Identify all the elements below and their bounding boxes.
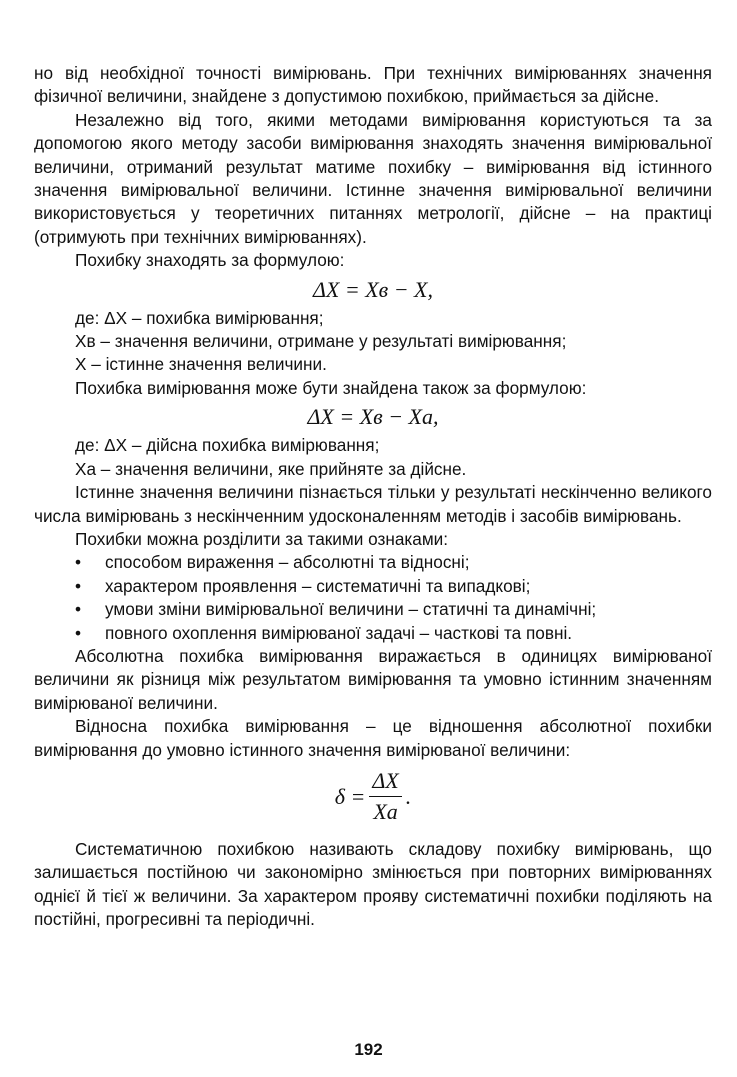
fraction [368, 768, 402, 825]
formula-tail: . [405, 784, 412, 810]
fraction-numerator: ΔX [372, 768, 399, 794]
list-item [34, 551, 712, 574]
list-item-text: характером проявлення – систематичні та випадкові; [105, 575, 531, 596]
fraction-denominator: Xa [369, 796, 401, 825]
body-text [34, 62, 712, 932]
bullet-icon: • [75, 599, 82, 620]
list-item [34, 575, 712, 598]
list-item-text: способом вираження – абсолютні та відносні; [105, 552, 470, 573]
definition-line: Х – істинне значення величини. [75, 354, 327, 375]
formula-actual-error: ΔX = Xв − Xа, [307, 404, 439, 430]
list-item [34, 598, 712, 621]
definition-line: де: ΔX – похибка вимірювання; [75, 307, 324, 328]
paragraph: Абсолютна похибка вимірювання виражається в одиницях вимірюваної величини як різниця між результатом вимірювання та умовно істинним значенням вимірюваної величини. [34, 645, 712, 713]
list-item-text: повного охоплення вимірюваної задачі – часткові та повні. [105, 622, 573, 643]
paragraph: Похибка вимірювання може бути знайдена також за формулою: [75, 377, 587, 398]
list-item-text: умови зміни вимірювальної величини – статичні та динамічні; [105, 599, 597, 620]
definition-line: Хв – значення величини, отримане у результаті вимірювання; [75, 331, 567, 352]
definition-line: Ха – значення величини, яке прийняте за дійсне. [75, 458, 467, 479]
paragraph: Істинне значення величини пізнається тільки у результаті нескінченно великого числа вимірювань з нескінченним удосконаленням методів і засобів вимірювань. [34, 482, 712, 526]
formula-relative-error [34, 764, 712, 830]
bullet-icon: • [75, 575, 82, 596]
page-number: 192 [354, 1040, 383, 1059]
formula-lhs: δ = [334, 784, 366, 810]
paragraph: Похибки можна розділити за такими ознаками: [75, 528, 449, 549]
paragraph: Незалежно від того, якими методами вимірювання користуються та за допомогою якого методу засоби вимірювання знаходять значення вимірювальної величини, отриманий результат матиме похибку – вимірювання від істинного значення вимірювальної величини. Істинне значення вимірювальної величини використовується у теоретичних питаннях метрології, дійсне – на практиці (отримують при технічних вимірюваннях). [34, 109, 712, 247]
paragraph: Відносна похибка вимірювання – це відношення абсолютної похибки вимірювання до умовно істинного значення вимірюваної величини: [34, 716, 712, 760]
paragraph: но від необхідної точності вимірювань. При технічних вимірюваннях значення фізичної величини, знайдене з допустимою похибкою, приймається за дійсне. [34, 63, 712, 107]
list-item [34, 622, 712, 645]
formula-absolute-error: ΔX = Xв − X, [313, 276, 433, 302]
bullet-icon: • [75, 552, 82, 573]
paragraph: Систематичною похибкою називають складову похибку вимірювань, що залишається постійною чи закономірно змінюється при повторних вимірюваннях однієї й тієї ж величини. За характером прояву систематичні похибки поділяють на постійні, прогресивні та періодичні. [34, 838, 712, 930]
classification-list [34, 551, 712, 645]
definition-line: де: ΔX – дійсна похибка вимірювання; [75, 435, 380, 456]
paragraph: Похибку знаходять за формулою: [75, 250, 345, 271]
bullet-icon: • [75, 622, 82, 643]
